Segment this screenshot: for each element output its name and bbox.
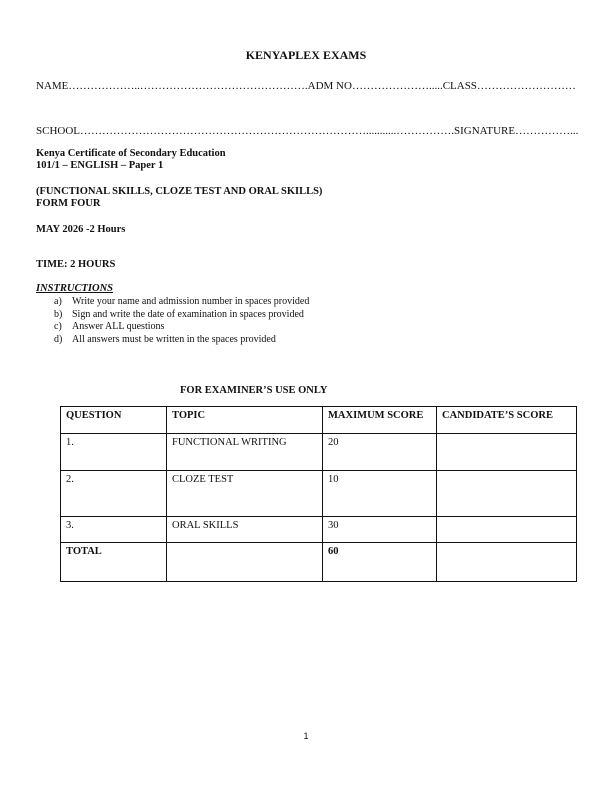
examiner-score-table [60,406,577,582]
max-score-cell: 20 [323,434,437,471]
question-cell: 2. [61,471,167,517]
column-header-topic: TOPIC [167,407,323,434]
name-adm-class-line: NAME………………..……………………………………….ADM NO………………….....CLASS……………………… [36,80,576,92]
question-cell: 1. [61,434,167,471]
instruction-item: a) Write your name and admission number in spaces provided [54,296,310,307]
table-total-row [61,543,577,582]
exam-date: MAY 2026 -2 Hours [36,224,126,235]
total-label-cell: TOTAL [61,543,167,582]
column-header-max-score: MAXIMUM SCORE [323,407,437,434]
instruction-item: d) All answers must be written in the spaces provided [54,333,276,345]
table-caption: FOR EXAMINER’S USE ONLY [180,385,328,396]
instruction-item: c) Answer ALL questions [54,321,165,332]
candidate-score-cell [437,517,577,543]
table-header-row [61,407,577,434]
certificate-title: Kenya Certificate of Secondary Education [36,148,226,159]
page-number: 1 [303,731,309,741]
topic-cell: CLOZE TEST [167,471,323,517]
candidate-score-cell [437,434,577,471]
page-title: KENYAPLEX EXAMS [245,48,367,62]
total-candidate-score-cell [437,543,577,582]
max-score-cell: 10 [323,471,437,517]
exam-time: TIME: 2 HOURS [36,259,116,270]
topic-cell: ORAL SKILLS [167,517,323,543]
paper-code: 101/1 – ENGLISH – Paper 1 [36,160,164,171]
topic-cell [167,543,323,582]
table-row [61,434,577,471]
form-level: FORM FOUR [36,198,101,209]
topic-cell: FUNCTIONAL WRITING [167,434,323,471]
candidate-score-cell [437,471,577,517]
table-row [61,471,577,517]
table-row [61,517,577,543]
question-cell: 3. [61,517,167,543]
total-max-score-cell: 60 [323,543,437,582]
column-header-question: QUESTION [61,407,167,434]
column-header-candidate-score: CANDIDATE’S SCORE [437,407,577,434]
paper-subtitle: (FUNCTIONAL SKILLS, CLOZE TEST AND ORAL SKILLS) [36,186,323,197]
max-score-cell: 30 [323,517,437,543]
instructions-list [54,296,309,346]
instructions-heading: INSTRUCTIONS [36,283,114,294]
instruction-item: b) Sign and write the date of examination in spaces provided [54,308,304,320]
school-signature-line: SCHOOL……………………………………………………………………...........…………….SIGNATURE……………... [36,125,579,137]
